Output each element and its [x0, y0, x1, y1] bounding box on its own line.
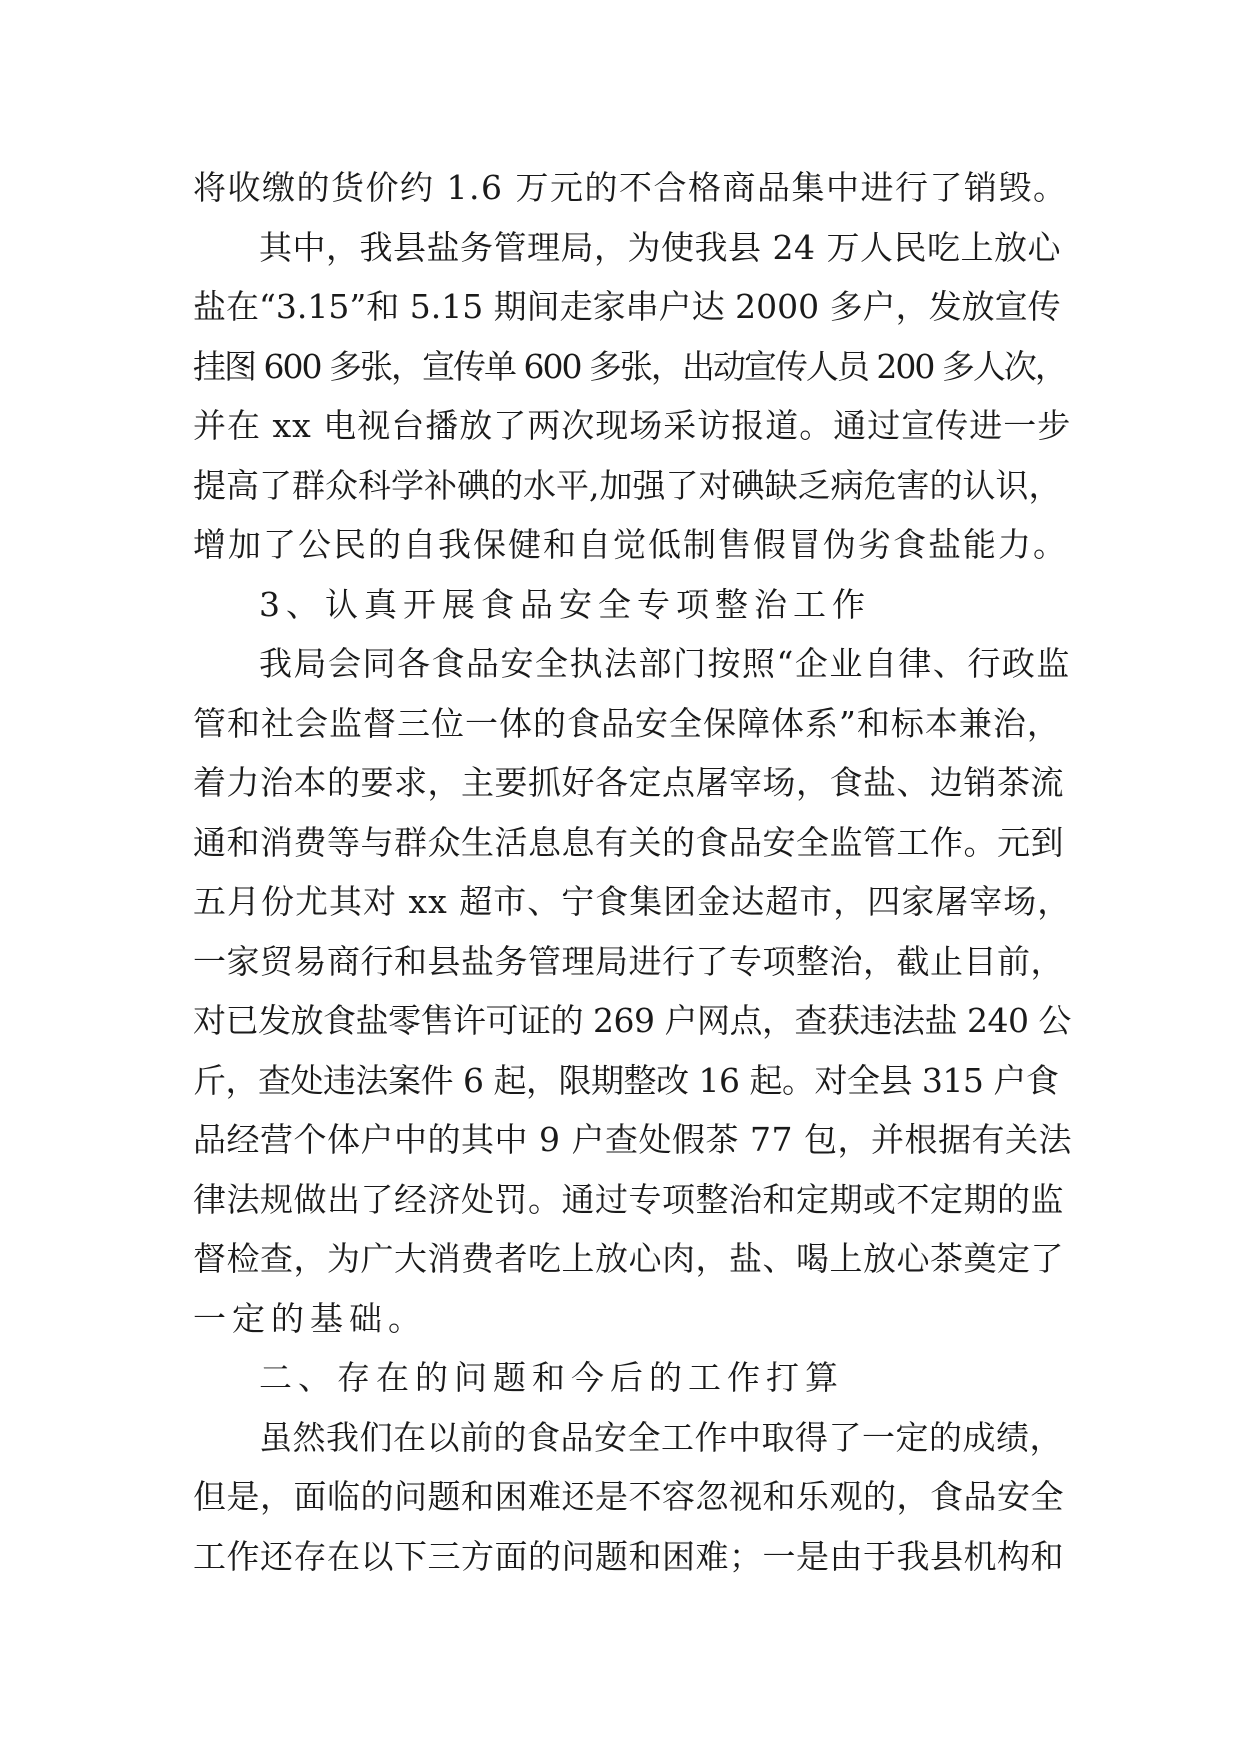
- text-line: 提高了群众科学补碘的水平,加强了对碘缺乏病危害的认识，: [193, 465, 1062, 505]
- text-line: 其中，我县盐务管理局，为使我县 24 万人民吃上放心: [259, 227, 1061, 267]
- text-line: 增加了公民的自我保健和自觉低制售假冒伪劣食盐能力。: [193, 525, 1068, 564]
- text-line: 律法规做出了经济处罚。通过专项整治和定期或不定期的监: [193, 1179, 1064, 1219]
- text-line: 对已发放食盐零售许可证的 269 户网点，查获违法盐 240 公: [193, 1001, 1071, 1040]
- text-line: 督检查，为广大消费者吃上放心肉，盐、喝上放心茶奠定了: [193, 1239, 1064, 1278]
- text-line: 二、存在的问题和今后的工作打算: [259, 1358, 844, 1397]
- text-line: 挂图 600 多张，宣传单 600 多张，出动宣传人员 200 多人次，: [193, 346, 1066, 386]
- text-line: 并在 xx 电视台播放了两次现场采访报道。通过宣传进一步: [193, 406, 1072, 445]
- text-line: 3、认真开展食品安全专项整治工作: [259, 584, 871, 624]
- text-line: 将收缴的货价约 1.6 万元的不合格商品集中进行了销毁。: [193, 168, 1068, 207]
- text-line: 一定的基础。: [193, 1298, 427, 1338]
- text-line: 我局会同各食品安全执法部门按照“企业自律、行政监: [259, 644, 1071, 683]
- text-line: 斤，查处违法案件 6 起，限期整改 16 起。对全县 315 户食: [193, 1060, 1059, 1100]
- text-line: 工作还存在以下三方面的问题和困难；一是由于我县机构和: [193, 1536, 1064, 1576]
- text-line: 虽然我们在以前的食品安全工作中取得了一定的成绩，: [259, 1417, 1063, 1457]
- text-line: 但是，面临的问题和困难还是不容忽视和乐观的，食品安全: [193, 1477, 1064, 1516]
- text-line: 五月份尤其对 xx 超市、宁食集团金达超市，四家屠宰场，: [193, 882, 1072, 921]
- text-line: 一家贸易商行和县盐务管理局进行了专项整治，截止目前，: [193, 941, 1064, 981]
- text-line: 品经营个体户中的其中 9 户查处假茶 77 包，并根据有关法: [193, 1120, 1072, 1159]
- text-line: 着力治本的要求，主要抓好各定点屠宰场，食盐、边销茶流: [193, 763, 1064, 802]
- text-line: 通和消费等与群众生活息息有关的食品安全监管工作。元到: [193, 822, 1064, 862]
- text-line: 盐在“3.15”和 5.15 期间走家串户达 2000 多户，发放宣传: [193, 287, 1061, 326]
- document-body: [193, 158, 1073, 1586]
- text-line: 管和社会监督三位一体的食品安全保障体系”和标本兼治，: [193, 703, 1061, 743]
